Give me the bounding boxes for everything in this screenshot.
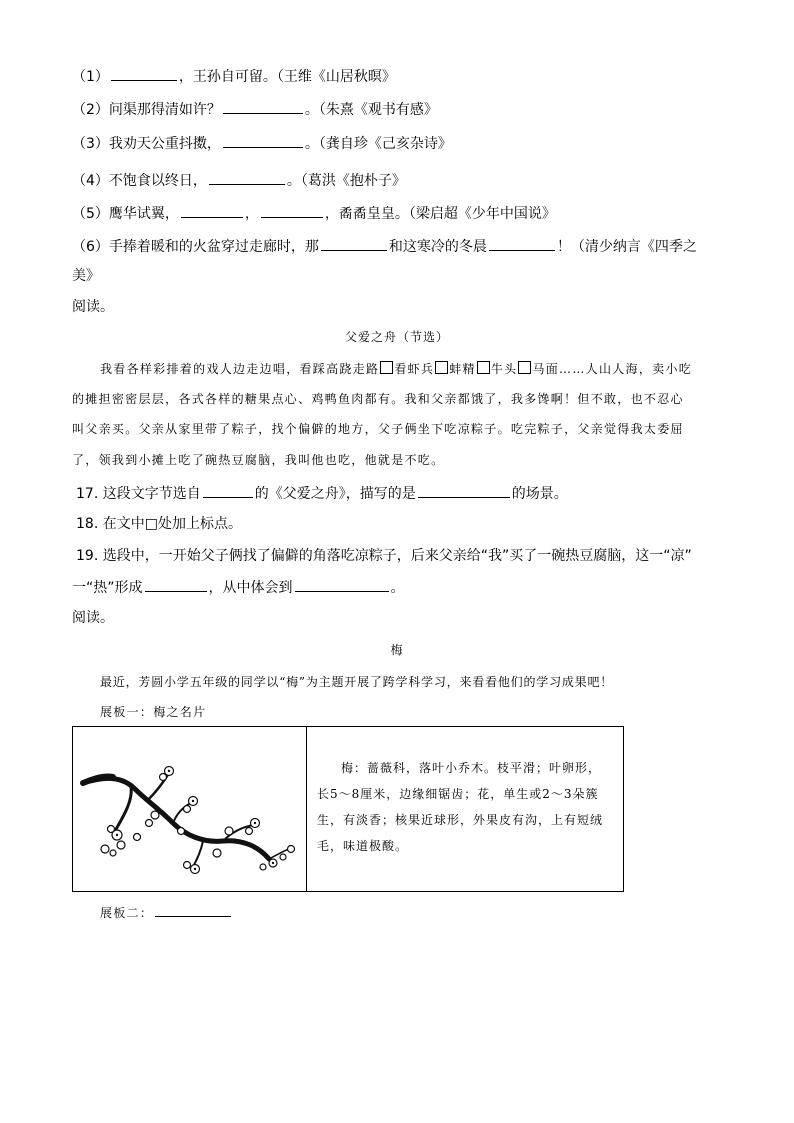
question-text: 17. 这段文字节选自 [76,486,201,502]
poem-text: ， [244,206,259,222]
poem-text: 。（葛洪《抱朴子》 [286,173,406,189]
poem-line-2 [72,99,438,120]
description-line: 梅：蔷薇科，落叶小乔木。枝平滑；叶卵形， [341,761,602,775]
item-number: （3） [72,136,109,152]
passage-line [72,390,684,408]
plum-blossom-branch-illustration [73,727,306,891]
answer-blank[interactable] [209,170,285,185]
punctuation-box[interactable] [435,361,448,374]
poem-text: ，王孙自可留。（王维《山居秋暝》 [178,69,396,85]
item-number: （6） [72,239,109,255]
plum-name-card [72,726,624,892]
plum-description-cell [307,727,623,891]
poem-line-1 [72,66,396,87]
answer-blank[interactable] [321,236,387,251]
punctuation-box[interactable] [380,361,393,374]
passage-line [100,360,692,378]
poem-text: 鹰华试翼， [108,206,179,222]
poem-text: ！（清少纳言《四季之 [556,239,697,255]
passage-intro: 最近，芳圆小学五年级的同学以“梅”为主题开展了跨学科学习，来看看他们的学习成果吧！ [100,675,614,689]
passage-text: 我看各样彩排着的戏人边走边唱，看踩高跷走路 [100,362,380,376]
passage-line [72,420,684,438]
question-text: 的《父爱之舟》，描写的是 [254,486,416,502]
poem-line-4 [72,170,406,191]
question-text: 。 [390,580,405,596]
passage-text: 牛头 [490,362,518,376]
poem-text: 不饱食以终日， [108,173,207,189]
passage-text: 蚌精 [449,362,476,376]
question-17 [76,483,568,504]
description-line: 长5～8厘米，边缘细锯齿；花，单生或2～3朵簇 [317,787,599,801]
punctuation-box[interactable] [477,361,490,374]
poem-text: 。（朱熹《观书有感》 [304,102,438,118]
punctuation-box[interactable] [518,361,531,374]
passage-title: 父爱之舟（节选） [344,330,449,344]
item-number: （5） [72,206,109,222]
plum-image-cell [73,727,307,891]
question-19 [76,546,692,566]
question-text: 一“热”形成 [72,580,143,596]
answer-blank[interactable] [295,577,389,592]
poem-text: 问渠那得清如许？ [108,102,221,118]
board-label: 展板二： [100,906,154,920]
passage-text: 叫父亲买。父亲从家里带了粽子，找个偏僻的地方，父子俩坐下吃凉粽子。吃完粽子，父亲觉得我太委屈 [72,422,684,436]
passage-text: 马面……人山人海，卖小吃 [532,362,693,376]
question-18: 18. 在文中□处加上标点。 [76,516,242,532]
question-19-cont [72,577,405,598]
poem-text: ，矞矞皇皇。（梁启超《少年中国说》 [324,206,556,222]
answer-blank[interactable] [145,577,207,592]
description-line: 生，有淡香；核果近球形，外果皮有沟，上有短绒 [317,813,604,827]
question-text: 19. 选段中，一开始父子俩找了偏僻的角落吃凉粽子，后来父亲给“我”买了一碗热豆腐脑，这一“凉” [76,548,692,564]
poem-line-3 [72,133,452,154]
poem-text: 我劝天公重抖擞， [108,136,221,152]
description-line: 毛，味道极酸。 [317,839,409,853]
poem-text: 和这寒冷的冬晨 [388,239,487,255]
item-number: （4） [72,173,109,189]
poem-line-6-cont [72,266,100,286]
passage-title: 梅 [390,643,404,657]
answer-blank[interactable] [418,483,510,498]
read-label: 阅读。 [72,610,114,626]
item-number: （2） [72,102,109,118]
answer-blank[interactable] [181,203,243,218]
answer-blank[interactable] [223,99,303,114]
question-text: ，从中体会到 [208,580,293,596]
answer-blank[interactable] [155,904,231,917]
board-label: 展板一：梅之名片 [100,705,207,719]
item-number: （1） [72,69,109,85]
poem-line-5 [72,203,556,224]
board-two-line [100,904,233,922]
answer-blank[interactable] [203,483,253,498]
plum-description [317,755,617,859]
poem-text: 美》 [72,268,100,284]
answer-blank[interactable] [223,133,303,148]
question-text: 的场景。 [511,486,568,502]
answer-blank[interactable] [489,236,555,251]
poem-text: 手捧着暖和的火盆穿过走廊时，那 [108,239,319,255]
read-label: 阅读。 [72,299,114,315]
answer-blank[interactable] [111,66,177,81]
passage-text: 的摊担密密层层，各式各样的糖果点心、鸡鸭鱼肉都有。我和父亲都饿了，我多馋啊！但不敢，也不忍心 [72,392,684,406]
passage-line [72,451,444,469]
poem-text: 。（龚自珍《己亥杂诗》 [304,136,452,152]
answer-blank[interactable] [261,203,323,218]
poem-line-6 [72,236,697,257]
passage-text: 看虾兵 [394,362,435,376]
passage-text: 了，领我到小摊上吃了碗热豆腐脑，我叫他也吃，他就是不吃。 [72,453,445,467]
